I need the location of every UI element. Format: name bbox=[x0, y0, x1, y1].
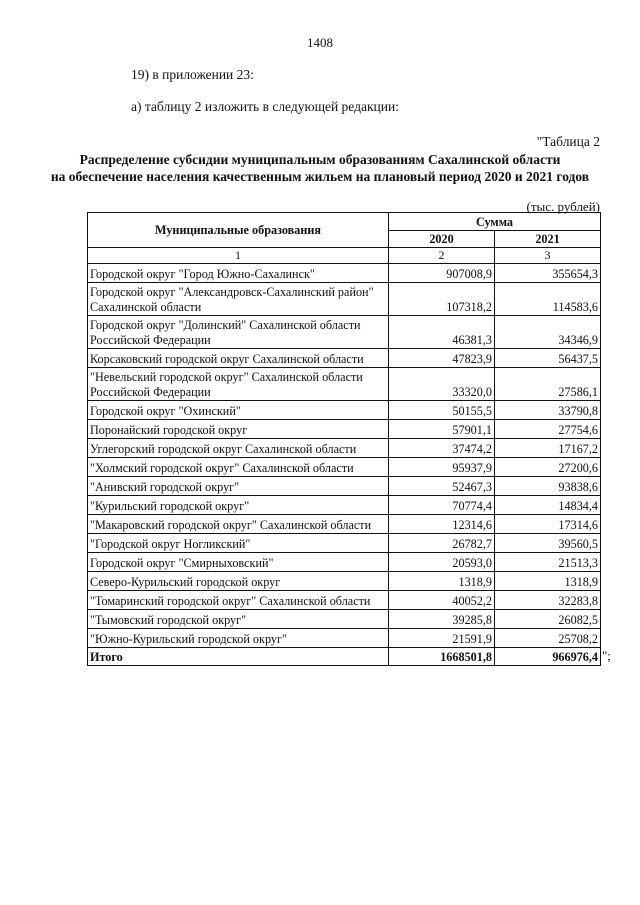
table-row bbox=[88, 496, 601, 515]
value-2021: 27200,6 bbox=[495, 458, 601, 477]
municipality-name: Городской округ "Город Южно-Сахалинск" bbox=[88, 264, 389, 283]
table-row bbox=[88, 368, 601, 401]
value-2020: 20593,0 bbox=[389, 553, 495, 572]
value-2021: 33790,8 bbox=[495, 401, 601, 420]
value-2021: 93838,6 bbox=[495, 477, 601, 496]
column-number-2: 2 bbox=[389, 248, 495, 264]
value-2020: 21591,9 bbox=[389, 629, 495, 648]
municipality-name: Корсаковский городской округ Сахалинской области bbox=[88, 349, 389, 368]
table-row bbox=[88, 572, 601, 591]
municipality-name: Северо-Курильский городской округ bbox=[88, 572, 389, 591]
municipality-name: "Невельский городской округ" Сахалинской области Российской Федерации bbox=[88, 368, 389, 401]
header-municipalities: Муниципальные образования bbox=[88, 213, 389, 248]
value-2021: 56437,5 bbox=[495, 349, 601, 368]
table-row bbox=[88, 553, 601, 572]
value-2021: 1318,9 bbox=[495, 572, 601, 591]
table-row bbox=[88, 629, 601, 648]
table-row bbox=[88, 401, 601, 420]
value-2021: 17167,2 bbox=[495, 439, 601, 458]
value-2021: 26082,5 bbox=[495, 610, 601, 629]
page-number: 1408 bbox=[307, 35, 333, 50]
value-2020: 52467,3 bbox=[389, 477, 495, 496]
table-row bbox=[88, 515, 601, 534]
total-2021: 966976,4 bbox=[495, 648, 601, 666]
table-row bbox=[88, 420, 601, 439]
municipality-name: Поронайский городской округ bbox=[88, 420, 389, 439]
closing-quote: "; bbox=[602, 648, 611, 663]
value-2021: 32283,8 bbox=[495, 591, 601, 610]
total-label: Итого bbox=[88, 648, 389, 666]
value-2020: 95937,9 bbox=[389, 458, 495, 477]
intro-line-2: а) таблицу 2 изложить в следующей редакции: bbox=[131, 99, 399, 114]
value-2020: 33320,0 bbox=[389, 368, 495, 401]
value-2020: 46381,3 bbox=[389, 316, 495, 349]
document-title bbox=[0, 151, 640, 185]
municipality-name: "Анивский городской округ" bbox=[88, 477, 389, 496]
table-row bbox=[88, 283, 601, 316]
municipality-name: "Макаровский городской округ" Сахалинской области bbox=[88, 515, 389, 534]
value-2020: 50155,5 bbox=[389, 401, 495, 420]
value-2021: 25708,2 bbox=[495, 629, 601, 648]
municipality-name: "Тымовский городской округ" bbox=[88, 610, 389, 629]
value-2021: 27754,6 bbox=[495, 420, 601, 439]
title-line-1: Распределение субсидии муниципальным образованиям Сахалинской области bbox=[79, 152, 561, 167]
value-2021: 17314,6 bbox=[495, 515, 601, 534]
total-row bbox=[88, 648, 601, 666]
value-2021: 355654,3 bbox=[495, 264, 601, 283]
municipality-name: Городской округ "Смирныховский" bbox=[88, 553, 389, 572]
value-2021: 27586,1 bbox=[495, 368, 601, 401]
municipality-name: "Томаринский городской округ" Сахалинской области bbox=[88, 591, 389, 610]
column-number-3: 3 bbox=[495, 248, 601, 264]
table-row bbox=[88, 458, 601, 477]
value-2021: 21513,3 bbox=[495, 553, 601, 572]
table-row bbox=[88, 316, 601, 349]
value-2020: 37474,2 bbox=[389, 439, 495, 458]
municipality-name: Городской округ "Охинский" bbox=[88, 401, 389, 420]
table-row bbox=[88, 591, 601, 610]
intro-line-1: 19) в приложении 23: bbox=[131, 67, 254, 82]
municipality-name: Углегорский городской округ Сахалинской области bbox=[88, 439, 389, 458]
table-row bbox=[88, 439, 601, 458]
value-2020: 907008,9 bbox=[389, 264, 495, 283]
value-2021: 34346,9 bbox=[495, 316, 601, 349]
header-year-2021: 2021 bbox=[495, 230, 601, 248]
value-2020: 1318,9 bbox=[389, 572, 495, 591]
value-2020: 39285,8 bbox=[389, 610, 495, 629]
header-year-2020: 2020 bbox=[389, 230, 495, 248]
municipality-name: "Городской округ Ногликский" bbox=[88, 534, 389, 553]
table-row bbox=[88, 610, 601, 629]
table-row bbox=[88, 264, 601, 283]
value-2020: 70774,4 bbox=[389, 496, 495, 515]
subsidy-table bbox=[87, 212, 601, 666]
units-label: (тыс. рублей) bbox=[526, 199, 600, 214]
municipality-name: Городской округ "Долинский" Сахалинской области Российской Федерации bbox=[88, 316, 389, 349]
value-2020: 12314,6 bbox=[389, 515, 495, 534]
header-sum: Сумма bbox=[389, 213, 601, 231]
municipality-name: Городской округ "Александровск-Сахалинский район" Сахалинской области bbox=[88, 283, 389, 316]
municipality-name: "Южно-Курильский городской округ" bbox=[88, 629, 389, 648]
municipality-name: "Холмский городской округ" Сахалинской области bbox=[88, 458, 389, 477]
value-2021: 14834,4 bbox=[495, 496, 601, 515]
value-2020: 40052,2 bbox=[389, 591, 495, 610]
column-number-1: 1 bbox=[88, 248, 389, 264]
municipality-name: "Курильский городской округ" bbox=[88, 496, 389, 515]
table-row bbox=[88, 477, 601, 496]
value-2020: 107318,2 bbox=[389, 283, 495, 316]
value-2020: 47823,9 bbox=[389, 349, 495, 368]
total-2020: 1668501,8 bbox=[389, 648, 495, 666]
title-line-2: на обеспечение населения качественным жильем на плановый период 2020 и 2021 годов bbox=[50, 169, 590, 184]
value-2021: 114583,6 bbox=[495, 283, 601, 316]
value-2020: 57901,1 bbox=[389, 420, 495, 439]
table-row bbox=[88, 349, 601, 368]
table-row bbox=[88, 534, 601, 553]
value-2021: 39560,5 bbox=[495, 534, 601, 553]
table-label: "Таблица 2 bbox=[536, 134, 600, 149]
value-2020: 26782,7 bbox=[389, 534, 495, 553]
